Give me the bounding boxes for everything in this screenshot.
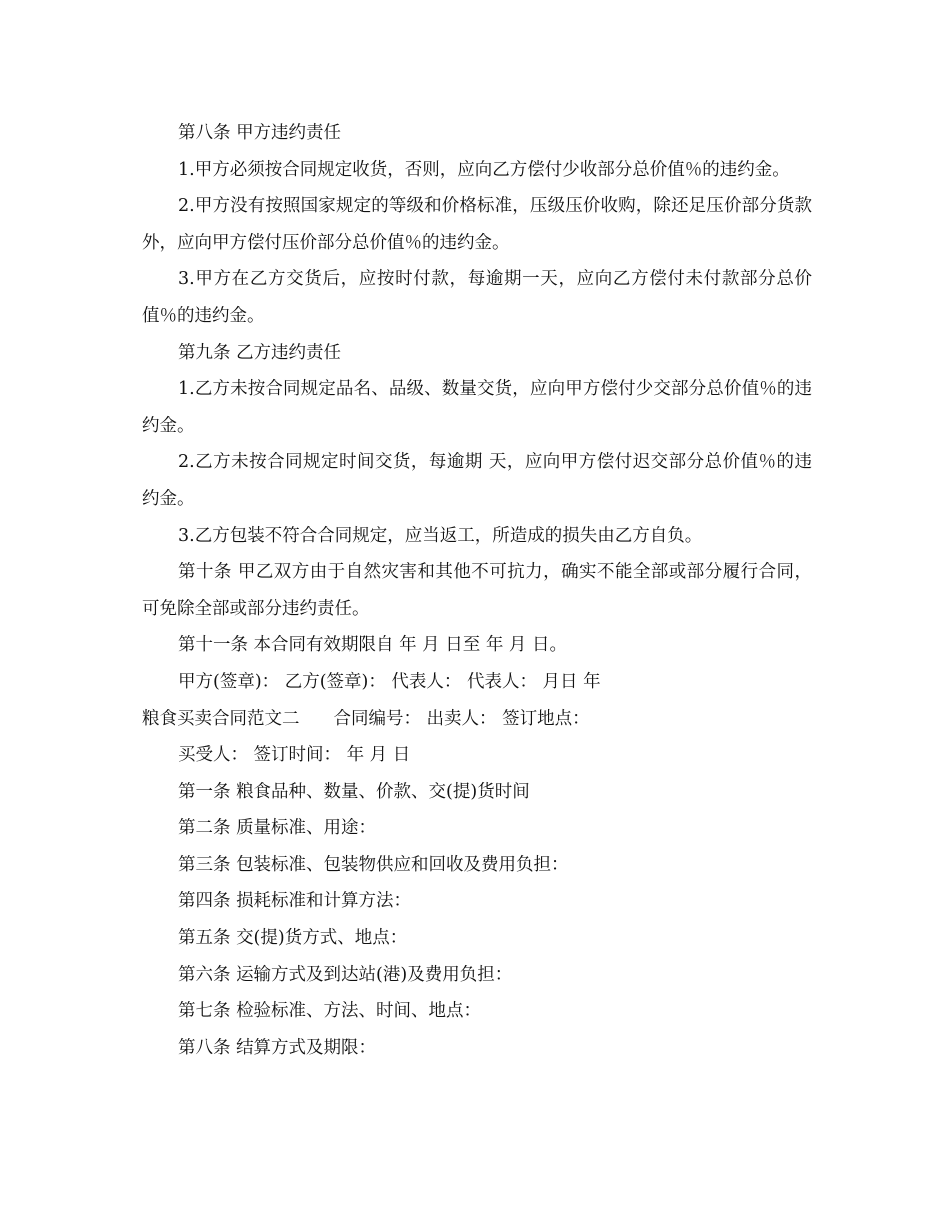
- paragraph: 买受人： 签订时间： 年 月 日: [178, 745, 411, 766]
- contract-title: 粮食买卖合同范文二: [142, 708, 300, 729]
- document-body: [142, 115, 812, 1066]
- paragraph: 1.乙方未按合同规定品名、品级、数量交货，应向甲方偿付少交部分总价值％的违约金。: [142, 379, 812, 436]
- paragraph: 1.甲方必须按合同规定收货，否则，应向乙方偿付少收部分总价值％的违约金。: [178, 159, 790, 180]
- paragraph: 第二条 质量标准、用途：: [178, 818, 377, 839]
- paragraph: 第三条 包装标准、包装物供应和回收及费用负担：: [178, 854, 569, 875]
- paragraph: 第七条 检验标准、方法、时间、地点：: [178, 1001, 482, 1022]
- section-heading-article-9: 第九条 乙方违约责任: [178, 342, 342, 363]
- paragraph: 第五条 交(提)货方式、地点：: [178, 928, 408, 949]
- paragraph: 第四条 损耗标准和计算方法：: [178, 891, 412, 912]
- contract-title-line: [142, 701, 812, 738]
- section-heading-article-8: 第八条 甲方违约责任: [178, 123, 342, 143]
- signature-line: 甲方(签章)： 乙方(签章)： 代表人： 代表人： 月日 年: [178, 671, 601, 692]
- paragraph: 第八条 结算方式及期限：: [178, 1037, 377, 1058]
- paragraph-article-11: 第十一条 本合同有效期限自 年 月 日至 年 月 日。: [178, 635, 567, 656]
- paragraph: 3.乙方包装不符合合同规定，应当返工，所造成的损失由乙方自负。: [178, 525, 703, 546]
- paragraph: 第一条 粮食品种、数量、价款、交(提)货时间: [178, 781, 530, 802]
- paragraph: 2.甲方没有按照国家规定的等级和价格标准，压级压价收购，除还足压价部分货款外，应向甲方偿付压价部分总价值％的违约金。: [142, 196, 812, 253]
- paragraph: 第六条 运输方式及到达站(港)及费用负担：: [178, 964, 513, 985]
- paragraph-article-10: 第十条 甲乙双方由于自然灾害和其他不可抗力，确实不能全部或部分履行合同，可免除全部或部分违约责任。: [142, 562, 812, 619]
- paragraph: 2.乙方未按合同规定时间交货，每逾期 天，应向甲方偿付迟交部分总价值％的违约金。: [142, 452, 812, 509]
- paragraph: 3.甲方在乙方交货后，应按时付款，每逾期一天，应向乙方偿付未付款部分总价值％的违约金。: [142, 269, 812, 326]
- contract-header-fields: 合同编号： 出卖人： 签订地点：: [333, 708, 590, 729]
